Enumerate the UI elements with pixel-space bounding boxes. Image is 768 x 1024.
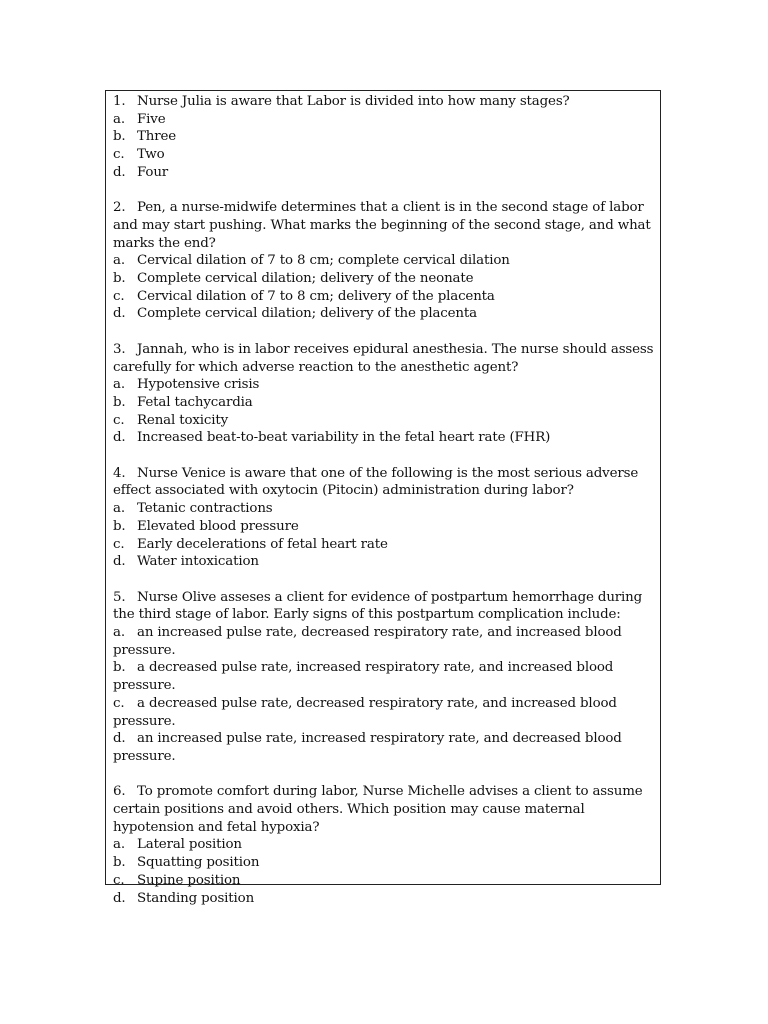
question-number: 5.: [113, 589, 126, 605]
question-number: 6.: [113, 784, 126, 800]
option-label: d.: [113, 731, 126, 747]
option-text: Complete cervical dilation; delivery of the neonate: [137, 271, 474, 287]
option-d: [113, 164, 654, 182]
option-text: Five: [137, 111, 166, 127]
option-label: c.: [113, 695, 125, 711]
option-d: [113, 890, 654, 908]
option-text: Early decelerations of fetal heart rate: [137, 536, 388, 552]
option-text: Supine position: [137, 872, 241, 888]
question-2: [113, 199, 654, 323]
option-c: [113, 695, 654, 730]
option-text: Three: [137, 129, 177, 145]
option-text: Water intoxication: [137, 554, 259, 570]
option-text: Increased beat-to-beat variability in the fetal heart rate (FHR): [137, 430, 551, 446]
option-d: [113, 730, 654, 765]
option-label: a.: [113, 501, 125, 517]
option-text: Four: [137, 164, 169, 180]
question-text: Pen, a nurse-midwife determines that a client is in the second stage of labor and may start pushing. What marks the beginning of the second stage, and what marks the end?: [113, 200, 651, 251]
option-label: b.: [113, 394, 126, 410]
option-b: [113, 128, 654, 146]
option-a: [113, 624, 654, 659]
option-label: d.: [113, 164, 126, 180]
option-b: [113, 518, 654, 536]
option-a: [113, 376, 654, 394]
question-number: 2.: [113, 200, 126, 216]
option-text: Standing position: [137, 890, 255, 906]
option-text: a decreased pulse rate, decreased respiratory rate, and increased blood pressure.: [113, 695, 617, 729]
option-b: [113, 659, 654, 694]
option-label: c.: [113, 288, 125, 304]
option-d: [113, 305, 654, 323]
option-text: Tetanic contractions: [137, 501, 273, 517]
question-5: [113, 589, 654, 766]
question-text: Nurse Julia is aware that Labor is divided into how many stages?: [137, 94, 570, 109]
option-c: [113, 872, 654, 890]
option-text: Elevated blood pressure: [137, 518, 299, 534]
option-text: Squatting position: [137, 855, 260, 871]
option-label: a.: [113, 625, 125, 641]
option-label: d.: [113, 890, 126, 906]
option-text: Cervical dilation of 7 to 8 cm; delivery of the placenta: [137, 288, 495, 304]
question-stem: [113, 341, 654, 376]
option-label: c.: [113, 872, 125, 888]
option-text: Fetal tachycardia: [137, 394, 253, 410]
option-b: [113, 394, 654, 412]
option-a: [113, 252, 654, 270]
option-d: [113, 553, 654, 571]
question-stem: [113, 589, 654, 624]
option-a: [113, 500, 654, 518]
option-c: [113, 536, 654, 554]
question-text: To promote comfort during labor, Nurse Michelle advises a client to assume certain positions and avoid others. Which position may cause maternal hypotension and fetal hypoxia?: [113, 784, 643, 835]
option-label: c.: [113, 536, 125, 552]
option-label: b.: [113, 129, 126, 145]
option-label: c.: [113, 147, 125, 163]
option-text: Two: [137, 147, 165, 163]
question-3: [113, 341, 654, 447]
question-number: 1.: [113, 94, 126, 109]
question-number: 4.: [113, 465, 126, 481]
option-c: [113, 146, 654, 164]
option-text: Complete cervical dilation; delivery of the placenta: [137, 306, 477, 322]
question-6: [113, 783, 654, 907]
option-label: d.: [113, 554, 126, 570]
option-c: [113, 412, 654, 430]
option-label: a.: [113, 837, 125, 853]
quiz-box: [105, 90, 661, 906]
option-text: an increased pulse rate, increased respiratory rate, and decreased blood pressure.: [113, 731, 622, 764]
option-label: a.: [113, 111, 125, 127]
option-label: b.: [113, 855, 126, 871]
option-text: Cervical dilation of 7 to 8 cm; complete cervical dilation: [137, 253, 510, 269]
option-text: a decreased pulse rate, increased respiratory rate, and increased blood pressure.: [113, 660, 614, 694]
option-label: d.: [113, 306, 126, 322]
question-number: 3.: [113, 341, 126, 357]
option-label: b.: [113, 271, 126, 287]
question-4: [113, 465, 654, 571]
question-text: Nurse Olive asseses a client for evidence of postpartum hemorrhage during the third stage of labor. Early signs of this postpartum complication include:: [113, 589, 643, 623]
question-stem: [113, 783, 654, 836]
option-text: Hypotensive crisis: [137, 377, 260, 393]
option-text: an increased pulse rate, decreased respiratory rate, and increased blood pressure.: [113, 625, 622, 658]
option-label: c.: [113, 412, 125, 428]
option-text: Renal toxicity: [137, 412, 229, 428]
option-label: b.: [113, 660, 126, 676]
question-stem: [113, 199, 654, 252]
question-text: Jannah, who is in labor receives epidural anesthesia. The nurse should assess carefully for which adverse reaction to the anesthetic agent?: [113, 341, 654, 375]
option-label: b.: [113, 518, 126, 534]
option-a: [113, 836, 654, 854]
option-label: a.: [113, 253, 125, 269]
option-a: [113, 111, 654, 129]
option-label: d.: [113, 430, 126, 446]
option-d: [113, 429, 654, 447]
option-b: [113, 854, 654, 872]
question-stem: [113, 465, 654, 500]
question-1: [113, 93, 654, 182]
option-b: [113, 270, 654, 288]
option-c: [113, 288, 654, 306]
option-text: Lateral position: [137, 837, 242, 853]
option-label: a.: [113, 377, 125, 393]
question-text: Nurse Venice is aware that one of the following is the most serious adverse effect associated with oxytocin (Pitocin) administration during labor?: [113, 465, 639, 499]
question-stem: [113, 93, 654, 111]
